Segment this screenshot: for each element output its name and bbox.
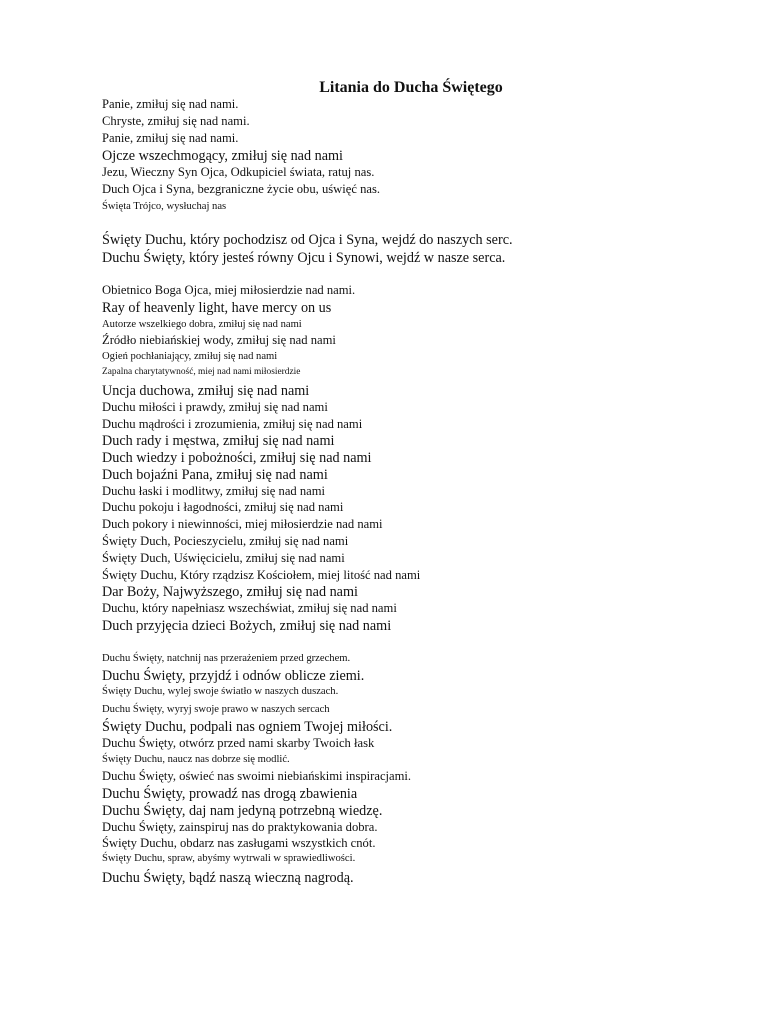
- litany-line: Święty Duch, Uświęcicielu, zmiłuj się nad nami: [102, 551, 345, 565]
- litany-line: Duchu mądrości i zrozumienia, zmiłuj się nad nami: [102, 417, 363, 431]
- litany-line: Panie, zmiłuj się nad nami.: [102, 131, 239, 145]
- litany-line: Święty Duchu, który pochodzisz od Ojca i Syna, wejdź do naszych serc.: [102, 232, 513, 248]
- litany-line: Święty Duchu, Który rządzisz Kościołem, miej litość nad nami: [102, 568, 421, 582]
- litany-line: Duchu Święty, który jesteś równy Ojcu i Synowi, wejdź w nasze serca.: [102, 250, 506, 266]
- litany-line: Zapalna charytatywność, miej nad nami miłosierdzie: [102, 367, 301, 377]
- litany-line: Autorze wszelkiego dobra, zmiłuj się nad nami: [102, 319, 302, 330]
- litany-line: Uncja duchowa, zmiłuj się nad nami: [102, 383, 310, 399]
- litany-line: Duchu Święty, natchnij nas przerażeniem przed grzechem.: [102, 653, 351, 664]
- litany-line: Duch Ojca i Syna, bezgraniczne życie obu, uświęć nas.: [102, 182, 381, 196]
- litany-line: Duchu Święty, oświeć nas swoimi niebiańskimi inspiracjami.: [102, 769, 412, 783]
- litany-line: Duchu Święty, zainspiruj nas do praktykowania dobra.: [102, 820, 378, 834]
- litany-line: Ojcze wszechmogący, zmiłuj się nad nami: [102, 148, 343, 164]
- litany-line: Duchu miłości i prawdy, zmiłuj się nad nami: [102, 400, 328, 414]
- litany-line: Duch pokory i niewinności, miej miłosierdzie nad nami: [102, 517, 383, 531]
- litany-line: Chryste, zmiłuj się nad nami.: [102, 114, 250, 128]
- litany-line: Jezu, Wieczny Syn Ojca, Odkupiciel świata, ratuj nas.: [102, 165, 375, 179]
- litany-line: Duchu łaski i modlitwy, zmiłuj się nad nami: [102, 484, 326, 498]
- litany-line: Duchu Święty, otwórz przed nami skarby Twoich łask: [102, 736, 375, 750]
- litany-line: Duch przyjęcia dzieci Bożych, zmiłuj się nad nami: [102, 618, 392, 634]
- litany-line: Święty Duchu, spraw, abyśmy wytrwali w sprawiedliwości.: [102, 853, 356, 864]
- litany-line: Święty Duchu, obdarz nas zasługami wszystkich cnót.: [102, 836, 376, 850]
- litany-line: Duchu Święty, przyjdź i odnów oblicze ziemi.: [102, 668, 365, 684]
- litany-line: Duchu pokoju i łagodności, zmiłuj się nad nami: [102, 500, 344, 514]
- litany-line: Duchu, który napełniasz wszechświat, zmiłuj się nad nami: [102, 601, 397, 615]
- litany-line: Dar Boży, Najwyższego, zmiłuj się nad nami: [102, 584, 358, 600]
- litany-line: Święty Duchu, naucz nas dobrze się modlić.: [102, 754, 290, 765]
- litany-line: Panie, zmiłuj się nad nami.: [102, 97, 239, 111]
- litany-line: Duch bojaźni Pana, zmiłuj się nad nami: [102, 467, 328, 483]
- litany-line: Ray of heavenly light, have mercy on us: [102, 300, 332, 316]
- litany-line: Święty Duch, Pocieszycielu, zmiłuj się nad nami: [102, 534, 349, 548]
- litany-line: Duch rady i męstwa, zmiłuj się nad nami: [102, 433, 335, 449]
- litany-line: Święta Trójco, wysłuchaj nas: [102, 201, 227, 212]
- document-title: Litania do Ducha Świętego: [319, 79, 503, 96]
- litany-line: Święty Duchu, podpali nas ogniem Twojej miłości.: [102, 719, 393, 735]
- litany-line: Ogień pochłaniający, zmiłuj się nad nami: [102, 351, 278, 362]
- litany-line: Źródło niebiańskiej wody, zmiłuj się nad nami: [102, 333, 336, 347]
- litany-line: Duchu Święty, daj nam jedyną potrzebną wiedzę.: [102, 803, 383, 819]
- litany-line: Święty Duchu, wylej swoje światło w naszych duszach.: [102, 686, 339, 697]
- litany-line: Duchu Święty, wyryj swoje prawo w naszych sercach: [102, 704, 330, 715]
- litany-line: Duchu Święty, bądź naszą wieczną nagrodą.: [102, 870, 354, 886]
- litany-line: Obietnico Boga Ojca, miej miłosierdzie nad nami.: [102, 283, 356, 297]
- litany-line: Duchu Święty, prowadź nas drogą zbawienia: [102, 786, 358, 802]
- litany-line: Duch wiedzy i pobożności, zmiłuj się nad nami: [102, 450, 372, 466]
